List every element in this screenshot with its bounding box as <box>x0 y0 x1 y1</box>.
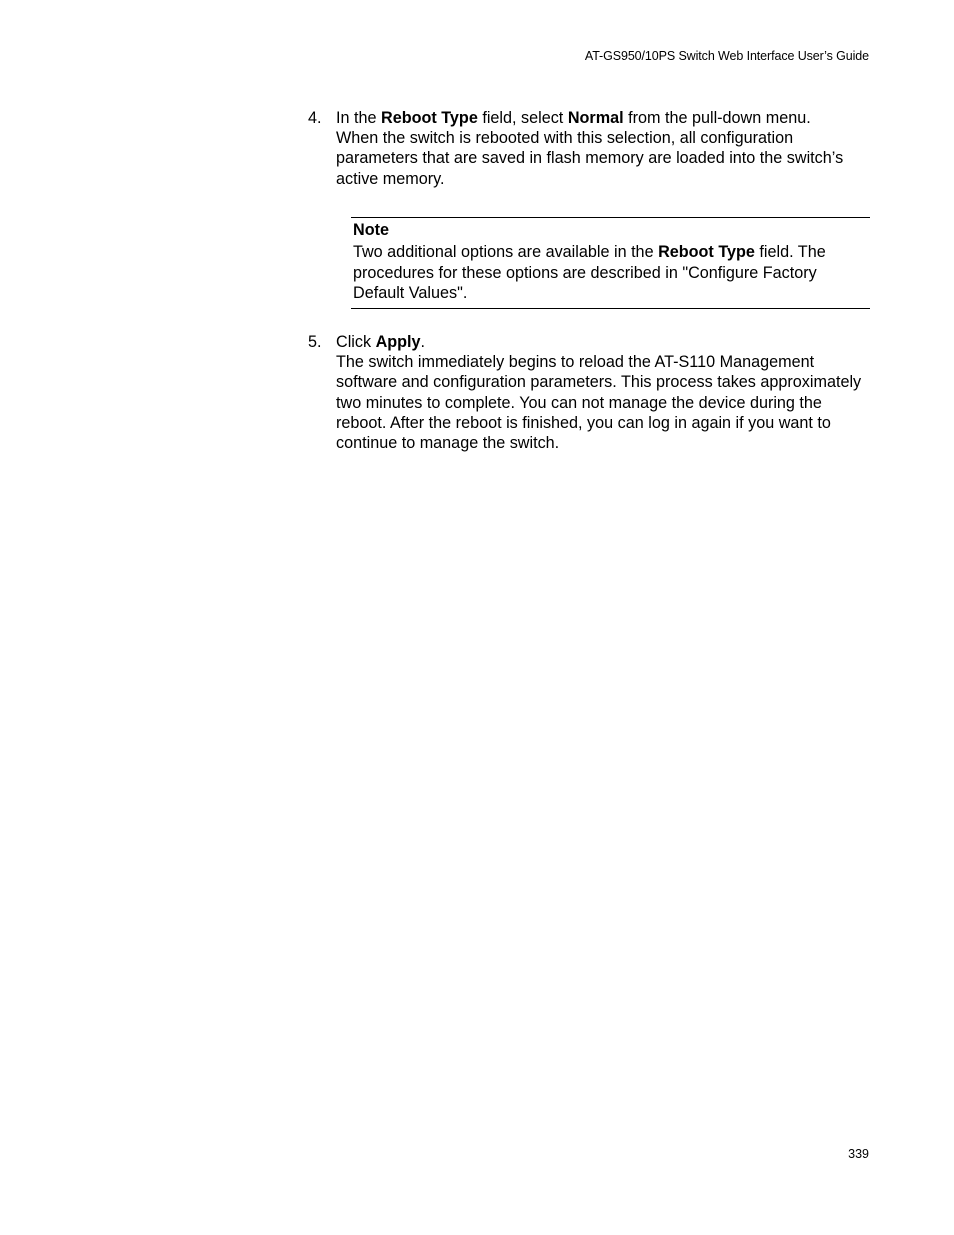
note-box <box>351 217 870 309</box>
step-body <box>336 332 873 453</box>
step-number: 4. <box>308 109 322 127</box>
step-text: Click <box>336 333 376 351</box>
step-text: In the <box>336 109 381 127</box>
page-number: 339 <box>848 1147 869 1161</box>
note-text: field. The procedures for these options are described in "Configure Factory Default Values". <box>353 243 826 302</box>
step-text: field, select <box>477 109 568 127</box>
running-header: AT-GS950/10PS Switch Web Interface User’s Guide <box>584 49 869 63</box>
step-detail: The switch immediately begins to reload the AT-S110 Management software and configuration parameters. This process takes approximately two minutes to complete. You can not manage the device during the reboot. After the reboot is finished, you can log in again if you want to continue to manage the switch. <box>336 353 862 453</box>
step-body <box>336 108 873 189</box>
step-number: 5. <box>308 333 322 351</box>
normal-option-name: Normal <box>567 109 624 127</box>
reboot-type-field-name: Reboot Type <box>381 109 478 127</box>
step-4 <box>308 108 873 189</box>
step-5 <box>308 332 873 453</box>
note-body <box>353 242 870 303</box>
note-text: Two additional options are available in the <box>353 243 659 262</box>
step-text: from the pull-down menu. <box>623 109 811 127</box>
step-text: . <box>420 333 426 351</box>
note-title: Note <box>353 221 389 239</box>
step-detail: When the switch is rebooted with this selection, all configuration parameters that are saved in flash memory are loaded into the switch’s active memory. <box>336 129 844 188</box>
apply-button-name: Apply <box>375 333 421 351</box>
reboot-type-field-name: Reboot Type <box>658 243 755 262</box>
